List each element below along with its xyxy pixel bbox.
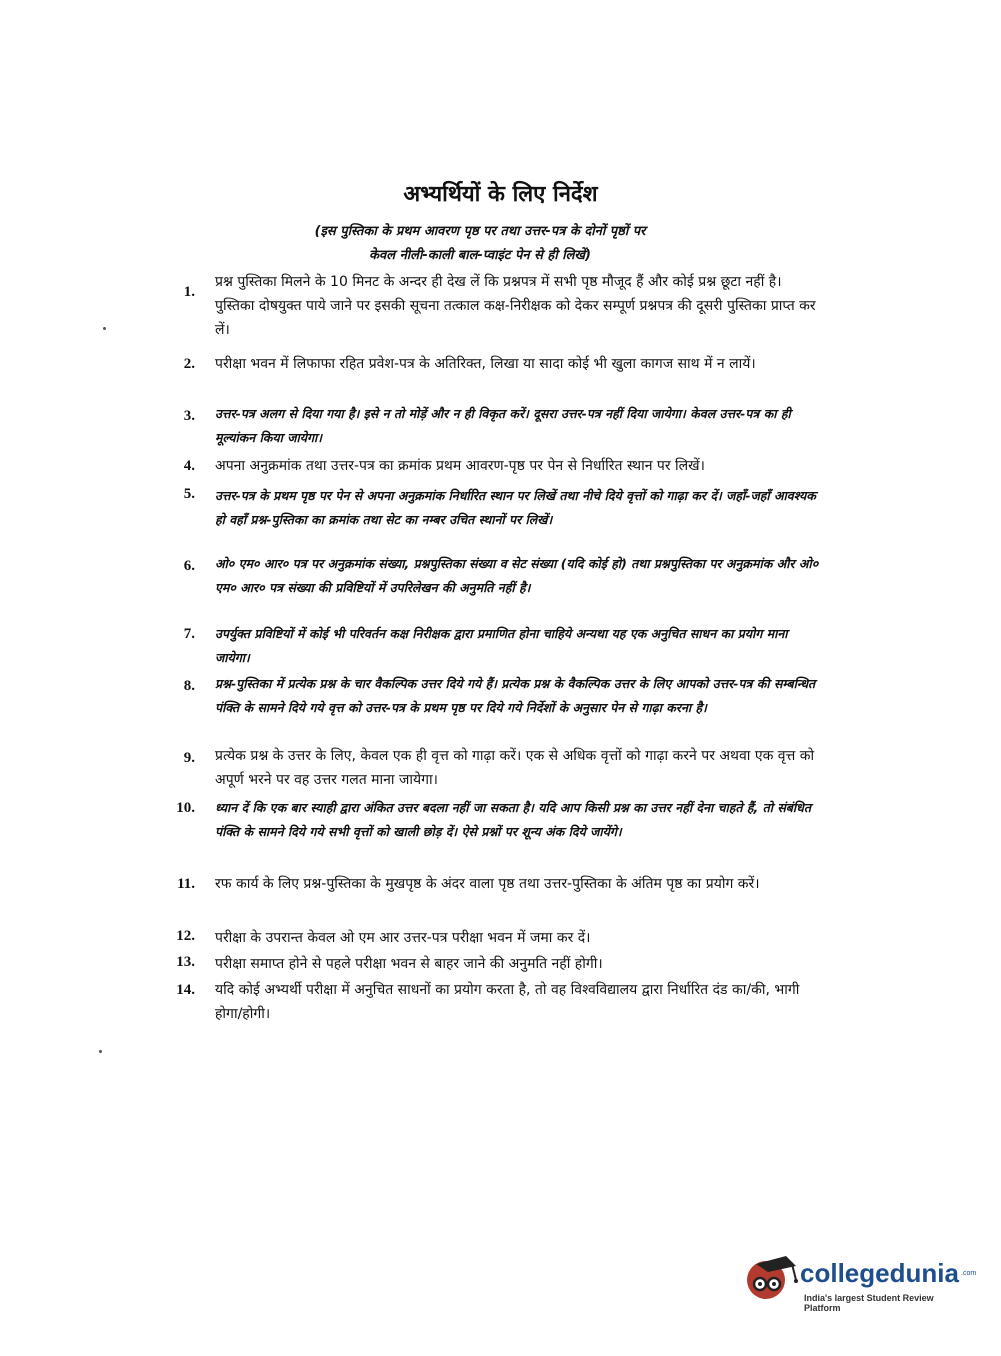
item-text: उत्तर-पत्र के प्रथम पृष्ठ पर पेन से अपना अनुक्रमांक निर्धारित स्थान पर लिखें तथा नीचे दिये वृत्तों को गाढ़ा कर दें। जहाँ-जहाँ आवश्यक हो वहाँ प्रश्न-पुस्तिका का क्रमांक तथा सेट का नम्बर उचित स्थानों पर लिखें।: [215, 488, 816, 527]
scan-speck: [103, 327, 106, 330]
item-number: 1.: [183, 284, 195, 300]
item-number: 14.: [176, 982, 195, 998]
brand-suffix: .com: [961, 1270, 977, 1277]
item-number: 11.: [177, 876, 195, 892]
item-text: परीक्षा समाप्त होने से पहले परीक्षा भवन से बाहर जाने की अनुमति नहीं होगी।: [215, 956, 603, 972]
item-text: प्रश्न-पुस्तिका में प्रत्येक प्रश्न के चार वैकल्पिक उत्तर दिये गये हैं। प्रत्येक प्रश्न के वैकल्पिक उत्तर के लिए आपको उत्तर-पत्र की सम्बन्धित पंक्ति के सामने दिये गये वृत्त को उत्तर-पत्र के प्रथम पृष्ठ पर दिये गये निर्देशों के अनुसार पेन से गाढ़ा करना है।: [215, 676, 816, 715]
item-text: प्रत्येक प्रश्न के उत्तर के लिए, केवल एक ही वृत्त को गाढ़ा करें। एक से अधिक वृत्तों को गाढ़ा करने पर अथवा एक वृत्त को अपूर्ण भरने पर वह उत्तर गलत माना जायेगा।: [215, 748, 815, 788]
item-number: 3.: [183, 408, 195, 424]
item-text: उत्तर-पत्र अलग से दिया गया है। इसे न तो मोड़ें और न ही विकृत करें। दूसरा उत्तर-पत्र नहीं दिया जायेगा। केवल उत्तर-पत्र का ही मूल्यांकन किया जायेगा।: [215, 406, 791, 445]
item-number: 4.: [183, 458, 195, 474]
item-text: प्रश्न पुस्तिका मिलने के 10 मिनट के अन्दर ही देख लें कि प्रश्नपत्र में सभी पृष्ठ मौजूद हैं और कोई प्रश्न छूटा नहीं है। पुस्तिका दोषयुक्त पाये जाने पर इसकी सूचना तत्काल कक्ष-निरीक्षक को देकर सम्पूर्ण प्रश्नपत्र की दूसरी पुस्तिका प्राप्त कर लें।: [215, 274, 816, 338]
collegedunia-watermark: [742, 1250, 977, 1313]
item-number: 13.: [176, 954, 195, 970]
item-text: रफ कार्य के लिए प्रश्न-पुस्तिका के मुखपृष्ठ के अंदर वाला पृष्ठ तथा उत्तर-पुस्तिका के अंतिम पृष्ठ का प्रयोग करें।: [215, 876, 760, 892]
page-subtitle: [200, 220, 760, 268]
brand-name: collegedunia: [800, 1258, 959, 1288]
item-text: परीक्षा के उपरान्त केवल ओ एम आर उत्तर-पत्र परीक्षा भवन में जमा कर दें।: [215, 930, 591, 946]
item-text: ओ० एम० आर० पत्र पर अनुक्रमांक संख्या, प्रश्नपुस्तिका संख्या व सेट संख्या (यदि कोई हो) तथा प्रश्नपुस्तिका पर अनुक्रमांक और ओ० एम० आर० पत्र संख्या की प्रविष्टियों में उपरिलेखन की अनुमति नहीं है।: [215, 556, 819, 595]
mascot-logo-icon: [742, 1250, 802, 1310]
item-number: 6.: [183, 558, 195, 574]
subtitle-line-1: (इस पुस्तिका के प्रथम आवरण पृष्ठ पर तथा उत्तर-पत्र के दोनों पृष्ठों पर: [314, 224, 646, 239]
item-number: 5.: [183, 486, 195, 502]
item-number: 9.: [183, 750, 195, 766]
brand-tagline: India's largest Student Review Platform: [804, 1293, 934, 1313]
item-text: यदि कोई अभ्यर्थी परीक्षा में अनुचित साधनों का प्रयोग करता है, तो वह विश्वविद्यालय द्वारा निर्धारित दंड का/की, भागी होगा/होगी।: [215, 982, 800, 1022]
item-number: 8.: [183, 678, 195, 694]
item-text: उपर्युक्त प्रविष्टियों में कोई भी परिवर्तन कक्ष निरीक्षक द्वारा प्रमाणित होना चाहिये अन्यथा यह एक अनुचित साधन का प्रयोग माना जायेगा।: [215, 626, 788, 665]
item-text: अपना अनुक्रमांक तथा उत्तर-पत्र का क्रमांक प्रथम आवरण-पृष्ठ पर पेन से निर्धारित स्थान पर लिखें।: [215, 458, 705, 474]
subtitle-line-2: केवल नीली-काली बाल-प्वाइंट पेन से ही लिखें): [369, 248, 591, 263]
item-number: 12.: [176, 928, 195, 944]
item-text: परीक्षा भवन में लिफाफा रहित प्रवेश-पत्र के अतिरिक्त, लिखा या सादा कोई भी खुला कागज साथ में न लायें।: [215, 356, 756, 372]
item-number: 10.: [176, 800, 195, 816]
item-number: 2.: [183, 356, 195, 372]
item-number: 7.: [183, 626, 195, 642]
item-text: ध्यान दें कि एक बार स्याही द्वारा अंकित उत्तर बदला नहीं जा सकता है। यदि आप किसी प्रश्न का उत्तर नहीं देना चाहते हैं, तो संबंधित पंक्ति के सामने दिये गये सभी वृत्तों को खाली छोड़ दें। ऐसे प्रश्नों पर शून्य अंक दिये जायेंगे।: [215, 800, 811, 839]
page-title: अभ्यर्थियों के लिए निर्देश: [403, 182, 598, 207]
scan-speck: [99, 1050, 102, 1053]
